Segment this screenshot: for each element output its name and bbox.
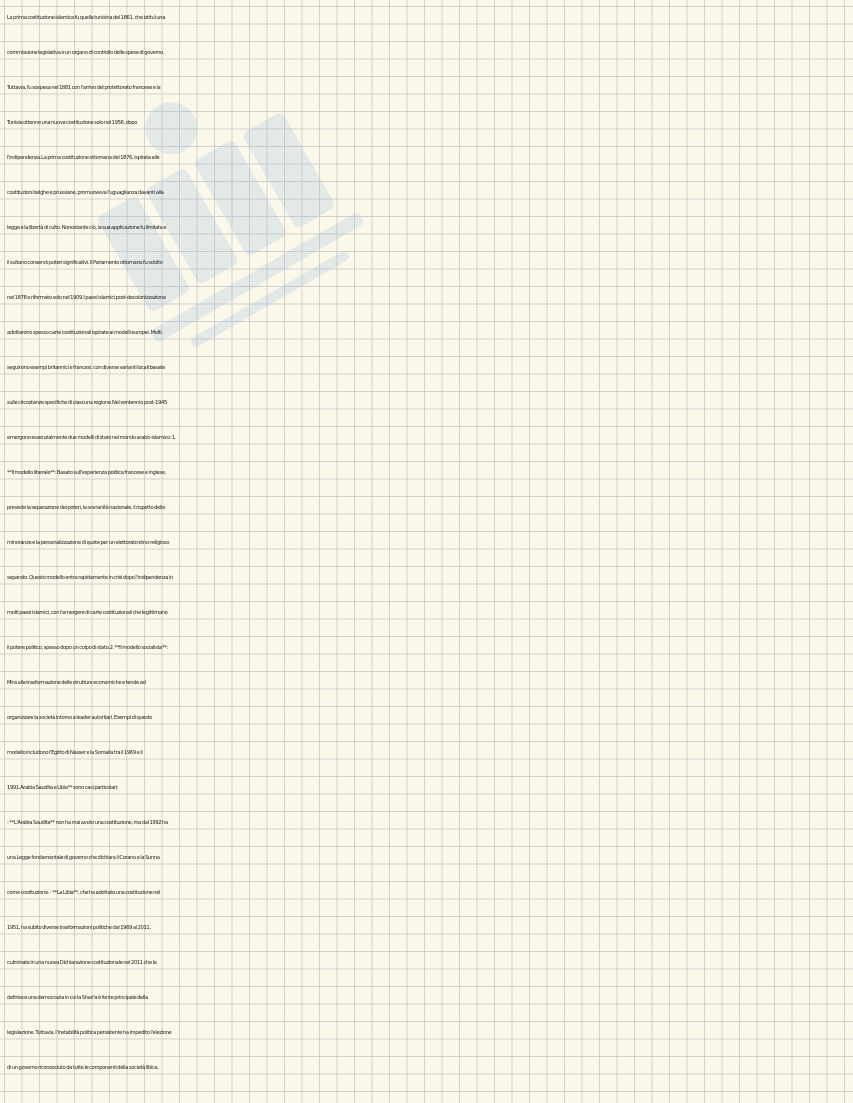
text-line: legislazione. Tuttavia, l'instabilità politica persistente ha impedito l'elezione (7, 1030, 172, 1036)
text-line: legge e la libertà di culto. Nonostante ciò, la sua applicazione fu limitata e (7, 225, 167, 231)
text-line: di un governo riconosciuto da tutte le componenti della società libica. (7, 1065, 159, 1071)
text-line: - **L'Arabia Saudita** non ha mai avuto una costituzione, ma dal 1992 ha (7, 820, 168, 826)
text-line: nel 1878 e riformato solo nel 1909.I paesi islamici post-decolonizzazione (7, 295, 166, 301)
text-line: Tuttavia, fu sospesa nel 1881 con l'arrivo del protettorato francese e la (7, 85, 161, 91)
document-text (7, 1, 850, 1086)
text-line: una Legge fondamentale di governo che dichiara il Corano e la Sunna (7, 855, 160, 861)
text-line: **Il modello liberale**: Basato sull'esperienza politica francese e inglese, (7, 470, 166, 476)
text-line: Tunisia ottenne una nuova costituzione solo nel 1956, dopo (7, 120, 138, 126)
text-line: modello includono l'Egitto di Nasser e la Somalia tra il 1969 e il (7, 750, 143, 756)
text-line: emergono essenzialmente due modelli di stato nel mondo arabo-islamico: 1. (7, 435, 177, 441)
text-line: il potere politico, spesso dopo un colpo di stato.2. **Il modello socialista**: (7, 645, 168, 651)
text-line: adottarono spesso carte costituzionali ispirate ai modelli europei. Molti (7, 330, 162, 336)
text-line: come costituzione. - **La Libia**, che ha adottato una costituzione nel (7, 890, 161, 896)
text-line: minoranze e la personalizzazione di quote per un elettorato etno-religioso (7, 540, 170, 546)
text-line: il sultano conservò poteri significativi. Il Parlamento ottomano fu sciolto (7, 260, 163, 266)
text-line: separato. Questo modello entra rapidamente in crisi dopo l'indipendenza in (7, 575, 173, 581)
text-line: definisce una democrazia in cui la Shari'a è fonte principale della (7, 995, 148, 1001)
text-line: molti paesi islamici, con l'emergere di carte costituzionali che legittimano (7, 610, 168, 616)
text-line: organizzare la società intorno a leader autoritari. Esempi di questo (7, 715, 153, 721)
text-line: commissione legislativa e un organo di controllo delle spese di governo. (7, 50, 165, 56)
text-line: 1951, ha subito diverse trasformazioni politiche dal 1969 al 2011, (7, 925, 151, 931)
text-line: La prima costituzione islamica fu quella tunisina del 1861, che istituì una (7, 15, 166, 21)
text-line: costituzioni belghe e prussiane, promuoveva l'uguaglianza davanti alla (7, 190, 164, 196)
text-line: prevede la separazione dei poteri, la sovranità nazionale, il rispetto delle (7, 505, 165, 511)
text-line: 1991.Arabia Saudita e Libia** sono casi particolari: (7, 785, 119, 791)
text-line: culminate in una nuova Dichiarazione costituzionale nel 2011 che la (7, 960, 157, 966)
text-line: seguirono esempi britannici e francesi, con diverse varianti locali basate (7, 365, 165, 371)
text-line: sulle circostanze specifiche di ciascuna regione.Nel ventennio post-1945 (7, 400, 167, 406)
text-line: l'indipendenza.La prima costituzione ottomana del 1876, ispirata alle (7, 155, 160, 161)
text-line: Mira alla trasformazione delle strutture economiche e tende ad (7, 680, 146, 686)
